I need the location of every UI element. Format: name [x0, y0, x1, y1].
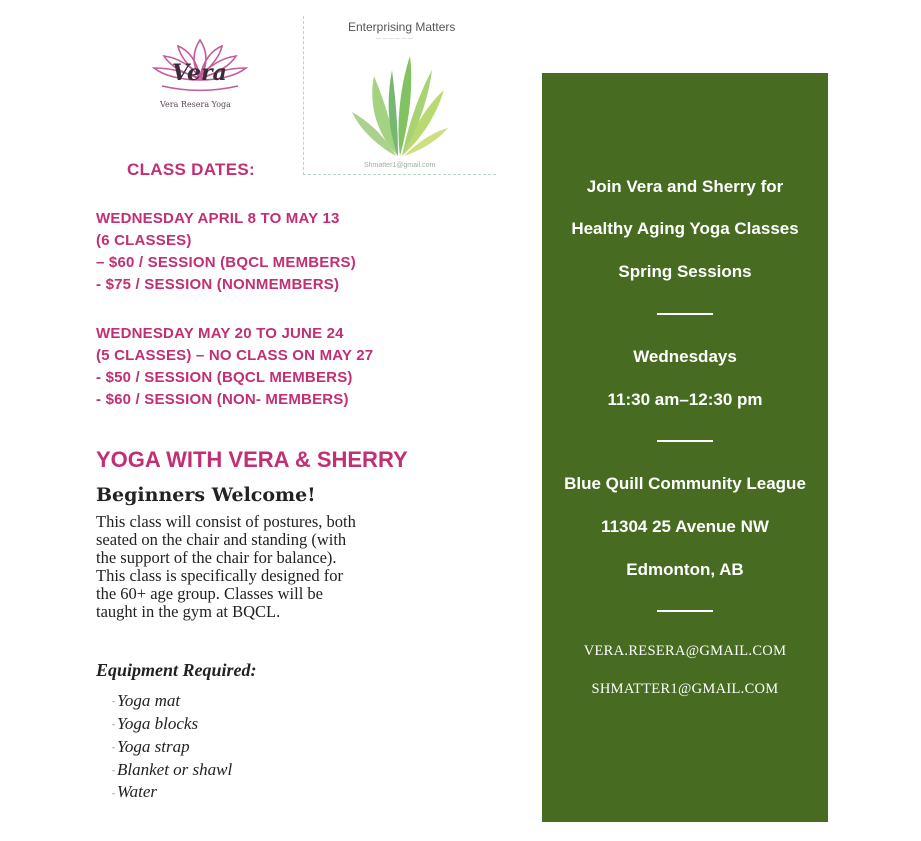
vera-email-link[interactable]: VERA.RESERA@GMAIL.COM: [583, 643, 787, 659]
session-2-line: (5 CLASSES) – NO CLASS ON MAY 27: [96, 347, 374, 364]
divider: [657, 313, 713, 315]
class-description: This class will consist of postures, both seated on the chair and standing (with the support of the chair for balance). This class is specifically designed for the 60+ age group. Classes will be taught in the gym at BQCL.: [96, 512, 356, 621]
session-1-dates: [96, 208, 356, 296]
list-item: [112, 736, 232, 759]
panel-city: Edmonton, AB: [626, 560, 744, 579]
dash-bullet: -: [112, 742, 115, 753]
session-1-line: WEDNESDAY APRIL 8 TO MAY 13: [96, 210, 340, 227]
vera-resera-yoga-logo: [148, 36, 252, 112]
dash-bullet: -: [112, 719, 115, 730]
beginners-welcome-heading: Beginners Welcome!: [96, 484, 316, 506]
equipment-heading: Equipment Required:: [96, 660, 257, 680]
panel-address: 11304 25 Avenue NW: [601, 517, 769, 536]
equipment-item: Yoga blocks: [117, 713, 199, 733]
list-item: [112, 759, 232, 782]
equipment-item: Yoga strap: [117, 736, 190, 756]
divider: [657, 610, 713, 612]
vera-script-text: Vera: [172, 60, 227, 86]
sherry-email-link[interactable]: SHMATTER1@GMAIL.COM: [591, 681, 779, 697]
session-2-line: - $50 / SESSION (BQCL MEMBERS): [96, 369, 353, 386]
panel-day: Wednesdays: [633, 347, 737, 366]
equipment-item: Blanket or shawl: [117, 759, 233, 779]
leaf-fan-icon: [348, 46, 452, 162]
equipment-item: Water: [117, 782, 157, 802]
enterprising-matters-email: Shmatter1@gmail.com: [364, 162, 436, 169]
vera-logo-subtitle: Vera Resera Yoga: [160, 100, 231, 109]
session-1-line: - $75 / SESSION (NONMEMBERS): [96, 276, 340, 293]
panel-venue: Blue Quill Community League: [564, 474, 806, 493]
panel-intro: Join Vera and Sherry for: [586, 177, 784, 196]
dash-bullet: -: [112, 696, 115, 707]
enterprising-matters-title: Enterprising Matters: [348, 20, 456, 34]
panel-class-name: Healthy Aging Yoga Classes: [571, 219, 799, 238]
enterprising-matters-tagline: — — — — — —: [376, 36, 413, 42]
class-dates-heading: CLASS DATES:: [127, 160, 255, 179]
session-2-line: - $60 / SESSION (NON- MEMBERS): [96, 391, 349, 408]
list-item: [112, 690, 232, 713]
session-2-line: WEDNESDAY MAY 20 TO JUNE 24: [96, 325, 344, 342]
equipment-item: Yoga mat: [117, 691, 181, 710]
dash-bullet: -: [112, 787, 115, 798]
session-1-line: – $60 / SESSION (BQCL MEMBERS): [96, 254, 356, 271]
info-panel: [542, 73, 828, 822]
session-2-dates: [96, 323, 373, 411]
divider: [657, 440, 713, 442]
equipment-list: [112, 690, 232, 804]
panel-season: Spring Sessions: [618, 262, 752, 281]
enterprising-matters-logo: [303, 16, 496, 175]
yoga-title: YOGA WITH VERA & SHERRY: [96, 447, 408, 472]
dash-bullet: -: [112, 764, 115, 775]
list-item: [112, 713, 232, 736]
list-item: [112, 781, 232, 804]
session-1-line: (6 CLASSES): [96, 232, 192, 249]
panel-time: 11:30 am–12:30 pm: [607, 390, 763, 409]
